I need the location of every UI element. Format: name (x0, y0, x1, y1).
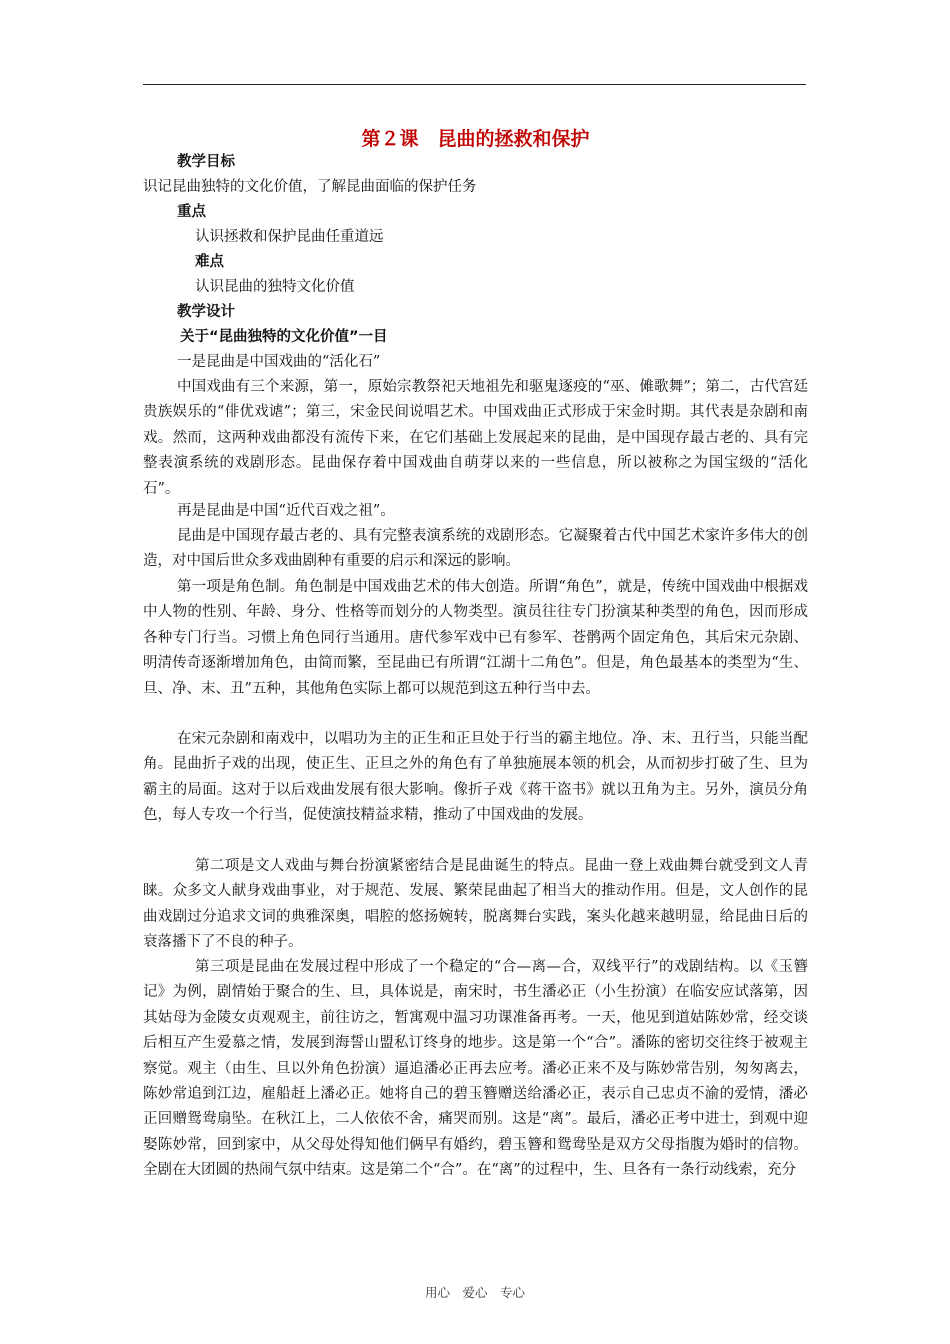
lesson-title: 第２课 昆曲的拯救和保护 (361, 128, 590, 150)
paragraph: 昆曲是中国现存最古老的、具有完整表演系统的戏剧形态。它凝聚着古代中国艺术家许多伟大的创造，对中国后世众多戏曲剧种有重要的启示和深远的影响。 (143, 528, 808, 570)
page-footer: 用心 爱心 专心 (424, 1285, 525, 1300)
paragraph: 第三项是昆曲在发展过程中形成了一个稳定的“合—离—合，双线平行”的戏剧结构。以《玉簪记》为例，剧情始于聚合的生、旦，具体说是，南宋时，书生潘必正（小生扮演）在临安应试落第，因其姑母为金陵女贞观观主，前往访之，暂寓观中温习功课准备再考。一天，他见到道姑陈妙常，经交谈后相互产生爱慕之情，发展到海誓山盟私订终身的地步。这是第一个“合”。潘陈的密切交往终于被观主察觉。观主（由生、旦以外角色扮演）逼追潘必正再去应考。潘必正来不及与陈妙常告别，匆匆离去，陈妙常追到江边，雇船赶上潘必正。她将自己的碧玉簪赠送给潘必正，表示自己忠贞不渝的爱情，潘必正回赠鸳鸯扇坠。在秋江上，二人依依不舍，痛哭而别。这是“离”。最后，潘必正考中进士，到观中迎娶陈妙常，回到家中，从父母处得知他们俩早有婚约，碧玉簪和鸳鸯坠是双方父母指腹为婚时的信物。全剧在大团圆的热闹气氛中结束。这是第二个“合”。在“离”的过程中，生、旦各有一条行动线索，充分 (143, 959, 808, 1179)
point-one: 一是昆曲是中国戏曲的“活化石” (177, 354, 381, 370)
heading-design: 教学设计 (177, 304, 235, 320)
key-point-text: 认识拯救和保护昆曲任重道远 (195, 229, 384, 245)
section-heading: 关于“昆曲独特的文化价值”一目 (180, 329, 388, 345)
point-two: 再是昆曲是中国“近代百戏之祖”。 (177, 503, 395, 519)
goal-text: 识记昆曲独特的文化价值，了解昆曲面临的保护任务 (143, 179, 477, 195)
header-rule (143, 84, 806, 85)
paragraph: 第一项是角色制。角色制是中国戏曲艺术的伟大创造。所谓“角色”，就是，传统中国戏曲中根据戏中人物的性别、年龄、身分、性格等而划分的人物类型。演员往往专门扮演某种类型的角色，因而形成各种专门行当。习惯上角色同行当通用。唐代参军戏中已有参军、苍鹘两个固定角色，其后宋元杂剧、明清传奇逐渐增加角色，由简而繁，至昆曲已有所谓“江湖十二角色”。但是，角色最基本的类型为“生、旦、净、末、丑”五种，其他角色实际上都可以规范到这五种行当中去。 (143, 579, 808, 697)
paragraph: 中国戏曲有三个来源，第一，原始宗教祭祀天地祖先和驱鬼逐疫的“巫、傩歌舞”；第二，古代宫廷贵族娱乐的“俳优戏谑”；第三，宋金民间说唱艺术。中国戏曲正式形成于宋金时期。其代表是杂剧和南戏。然而，这两种戏曲都没有流传下来，在它们基础上发展起来的昆曲，是中国现存最古老的、具有完整表演系统的戏剧形态。昆曲保存着中国戏曲自萌芽以来的一些信息，所以被称之为国宝级的“活化石”。 (143, 379, 808, 497)
heading-key-point: 重点 (177, 204, 206, 220)
paragraph: 第二项是文人戏曲与舞台扮演紧密结合是昆曲诞生的特点。昆曲一登上戏曲舞台就受到文人青睐。众多文人献身戏曲事业，对于规范、发展、繁荣昆曲起了相当大的推动作用。但是，文人创作的昆曲戏剧过分追求文词的典雅深奥，唱腔的悠扬婉转，脱离舞台实践，案头化越来越明显，给昆曲日后的衰落播下了不良的种子。 (143, 858, 808, 951)
heading-teaching-goal: 教学目标 (177, 154, 235, 170)
heading-difficulty: 难点 (195, 254, 224, 270)
difficulty-text: 认识昆曲的独特文化价值 (195, 279, 355, 295)
paragraph: 在宋元杂剧和南戏中，以唱功为主的正生和正旦处于行当的霸主地位。净、末、丑行当，只能当配角。昆曲折子戏的出现，使正生、正旦之外的角色有了单独施展本领的机会，从而初步打破了生、旦为霸主的局面。这对于以后戏曲发展有很大影响。像折子戏《蒋干盗书》就以丑角为主。另外，演员分角色，每人专攻一个行当，促使演技精益求精，推动了中国戏曲的发展。 (143, 731, 808, 824)
